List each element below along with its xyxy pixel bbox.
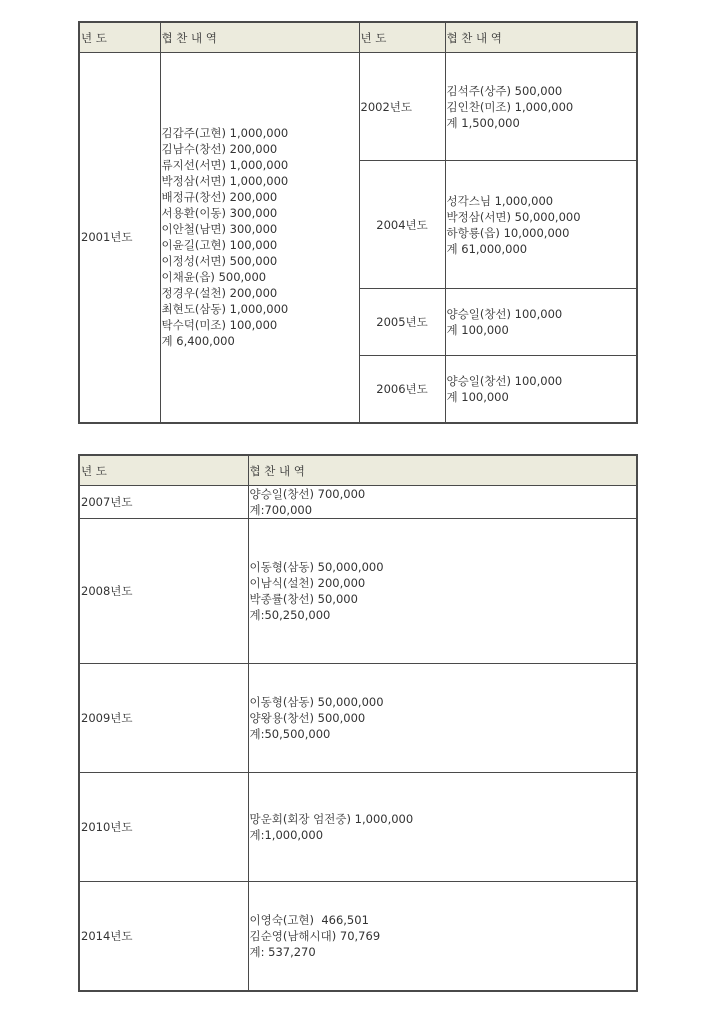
- sponsorship-table-2001-2006: [78, 21, 638, 424]
- sponsor-total: 계 100,000: [446, 323, 509, 337]
- sponsor-line: 탁수덕(미조) 100,000: [161, 318, 278, 333]
- year-cell-2006: 2006년도: [359, 356, 445, 423]
- year-cell-2007: 2007년도: [79, 486, 248, 519]
- sponsorship-table-2007-2014: [78, 454, 638, 992]
- table-row: [79, 519, 637, 664]
- table-row: [79, 773, 637, 882]
- sponsor-line: 양왕용(창선) 500,000: [249, 711, 366, 725]
- sponsor-line: 류지선(서면) 1,000,000: [161, 158, 289, 173]
- sponsor-total: 계:50,250,000: [249, 608, 331, 622]
- year-cell-2014: 2014년도: [79, 882, 248, 991]
- sponsor-line: 이윤길(고현) 100,000: [161, 238, 278, 253]
- header-sponsorship: 협 찬 내 역: [160, 22, 359, 53]
- sponsor-line: 김순영(남해시대) 70,769: [249, 928, 381, 943]
- sponsor-list-2014: [248, 882, 637, 991]
- sponsor-line: 최현도(삼동) 1,000,000: [161, 302, 289, 317]
- sponsor-line: 망운회(회장 엄전중) 1,000,000: [249, 812, 414, 826]
- sponsor-line: 이영숙(고현) 466,501: [249, 912, 369, 927]
- sponsor-total: 계:1,000,000: [249, 828, 324, 842]
- sponsor-total: 계 1,500,000: [446, 115, 520, 130]
- sponsor-line: 김남수(창선) 200,000: [161, 142, 278, 157]
- sponsor-line: 이동형(삼동) 50,000,000: [249, 560, 384, 574]
- table-header-row: [79, 455, 637, 486]
- sponsor-line: 이안철(남면) 300,000: [161, 222, 278, 237]
- year-cell-2008: 2008년도: [79, 519, 248, 664]
- header-sponsorship: 협 찬 내 역: [445, 22, 637, 53]
- sponsor-line: 박종률(창선) 50,000: [249, 592, 358, 606]
- sponsor-total: 계 100,000: [446, 389, 509, 404]
- sponsor-line: 이남식(설천) 200,000: [249, 576, 366, 590]
- sponsor-line: 김석주(상주) 500,000: [446, 83, 563, 98]
- sponsor-list-2007: [248, 486, 637, 519]
- sponsor-line: 박정삼(서면) 50,000,000: [446, 209, 581, 224]
- sponsor-total: 계:50,500,000: [249, 727, 331, 741]
- sponsor-line: 하항룡(읍) 10,000,000: [446, 225, 570, 240]
- sponsor-list-2009: [248, 664, 637, 773]
- sponsor-line: 김갑주(고현) 1,000,000: [161, 126, 289, 141]
- table-row: [79, 882, 637, 991]
- year-cell-2010: 2010년도: [79, 773, 248, 882]
- sponsor-total: 계 6,400,000: [161, 334, 235, 349]
- table-row: [79, 53, 637, 161]
- sponsor-list-2005: [445, 289, 637, 356]
- sponsor-line: 배정규(창선) 200,000: [161, 190, 278, 205]
- year-cell-2004: 2004년도: [359, 161, 445, 289]
- sponsor-list-2001: [160, 53, 359, 423]
- sponsor-total: 계:700,000: [249, 503, 313, 517]
- sponsor-line: 김인찬(미조) 1,000,000: [446, 99, 574, 114]
- sponsor-line: 박정삼(서면) 1,000,000: [161, 174, 289, 189]
- sponsor-line: 양승일(창선) 100,000: [446, 373, 563, 388]
- sponsor-line: 양승일(창선) 700,000: [249, 487, 366, 501]
- year-cell-2002: 2002년도: [359, 53, 445, 161]
- sponsor-line: 이동형(삼동) 50,000,000: [249, 695, 384, 709]
- sponsor-list-2004: [445, 161, 637, 289]
- sponsor-line: 성각스님 1,000,000: [446, 193, 554, 208]
- sponsor-line: 이채윤(읍) 500,000: [161, 270, 267, 285]
- header-year: 년 도: [79, 455, 248, 486]
- table-row: [79, 486, 637, 519]
- sponsor-total: 계 61,000,000: [446, 241, 528, 256]
- table-header-row: [79, 22, 637, 53]
- sponsor-line: 정경우(설천) 200,000: [161, 286, 278, 301]
- sponsor-list-2006: [445, 356, 637, 423]
- header-year: 년 도: [79, 22, 160, 53]
- table-row: [79, 664, 637, 773]
- year-cell-2005: 2005년도: [359, 289, 445, 356]
- sponsor-line: 이정성(서면) 500,000: [161, 254, 278, 269]
- year-cell-2009: 2009년도: [79, 664, 248, 773]
- sponsor-list-2008: [248, 519, 637, 664]
- sponsor-line: 양승일(창선) 100,000: [446, 307, 563, 321]
- year-cell-2001: 2001년도: [79, 53, 160, 423]
- header-sponsorship: 협 찬 내 역: [248, 455, 637, 486]
- sponsor-total: 계: 537,270: [249, 944, 316, 959]
- header-year: 년 도: [359, 22, 445, 53]
- sponsor-list-2002: [445, 53, 637, 161]
- sponsor-line: 서용환(이동) 300,000: [161, 206, 278, 221]
- sponsor-list-2010: [248, 773, 637, 882]
